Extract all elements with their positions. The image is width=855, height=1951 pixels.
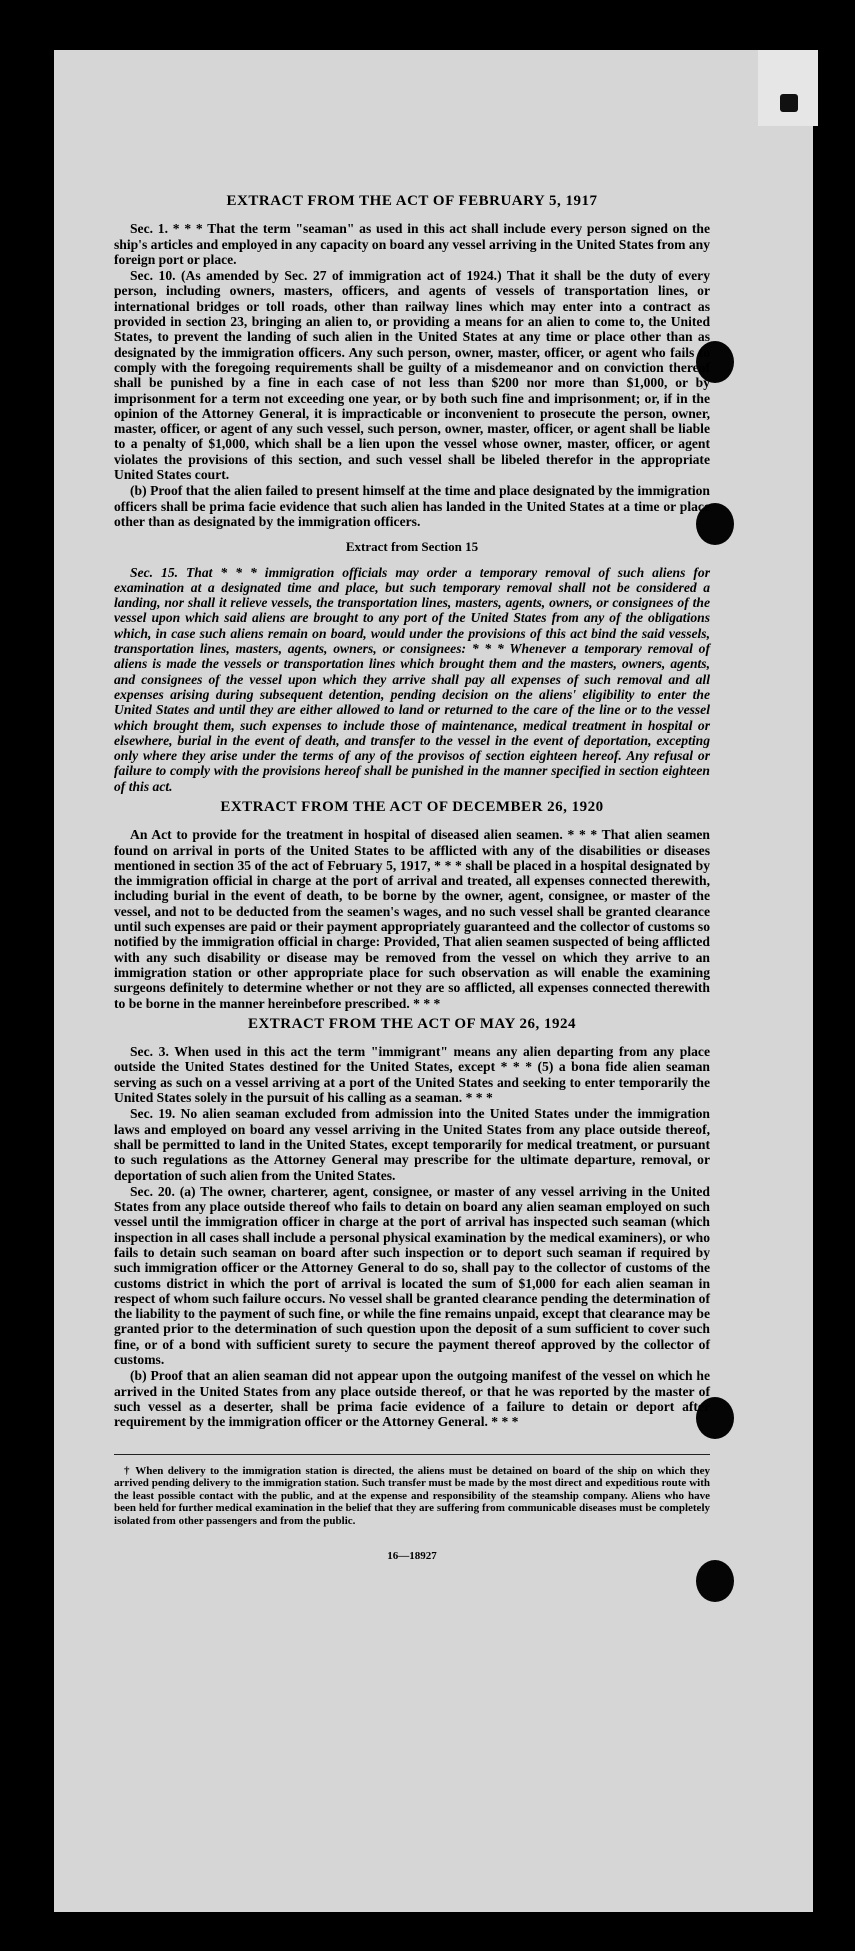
section-subheading: Extract from Section 15 [345,539,479,555]
section-heading: EXTRACT FROM THE ACT OF DECEMBER 26, 1920 [220,798,604,815]
paragraph: Sec. 1. * * * That the term "seaman" as used in this act shall include every person signed on the ship's articles and employed in any capacity on board any vessel arriving in the United States from any foreign port or place. [114,221,711,267]
ink-mark [780,94,798,112]
paragraph: An Act to provide for the treatment in hospital of diseased alien seamen. * * * That alien seamen found on arrival in ports of the United States to be afflicted with any of the disabilities or diseases mentioned in section 35 of the act of February 5, 1917, * * * shall be placed in a hospital designated by the immigration official in charge at the port of arrival and treated, all expenses connected therewith, including burial in the event of death, to be borne by the owner, agent, consignee, or master of the vessel, and not to be deducted from the seamen's wages, and no such vessel shall be granted clearance until such expenses are paid or their payment appropriately guaranteed and the collector of customs so notified by the immigration official in charge: Provided, That alien seamen suspected of being afflicted with any such disability or disease may be removed from the vessel on which they arrive to an immigration station or other appropriate place for such observation as will enable the examining surgeons definitely to determine whether or not they are so afflicted, all expenses connected therewith to be borne in the manner hereinbefore prescribed. * * * [114,827,710,1011]
section-heading: EXTRACT FROM THE ACT OF MAY 26, 1924 [247,1015,577,1032]
paragraph: (b) Proof that an alien seaman did not appear upon the outgoing manifest of the vessel on which he arrived in the United States from any place outside thereof, or that he was reported by the master of such vessel as a deserter, shall be prima facie evidence of a failure to detain or deport after requirement by the immigration officer or the Attorney General. * * * [114,1368,710,1430]
page-corner-fold [758,50,818,126]
paragraph: (b) Proof that the alien failed to present himself at the time and place designated by the immigration officers shall be prima facie evidence that such alien has landed in the United States at a time or place other than as designated by the immigration officers. [114,483,710,529]
print-code: 16—18927 [387,1550,437,1563]
paragraph: Sec. 10. (As amended by Sec. 27 of immigration act of 1924.) That it shall be the duty of every person, including owners, masters, officers, and agents of vessels of transportation lines, or international bridges or toll roads, other than railway lines which may enter into a contract as provided in section 23, bringing an alien to, or providing a means for an alien to come to, the United States, to prevent the landing of such alien in the United States at any time or place other than as designated by the immigration officers. Any such person, owner, master, officer, or agent who fails to comply with the foregoing requirements shall be guilty of a misdemeanor and on conviction thereof shall be punished by a fine in each case of not less than $200 nor more than $1,000, or by imprisonment for a term not exceeding one year, or by both such fine and imprisonment; or, if in the opinion of the Attorney General, it is impracticable or inconvenient to prosecute the person, owner, master, officer, or agent of any such vessel, such person, owner, master, officer, or agent shall be liable to a penalty of $1,000, which shall be a lien upon the vessel whose owner, master, officer, or agent violates the provisions of this section, and such vessel shall be libeled therefor in the appropriate United States court. [114,268,710,483]
document-text [114,188,710,1564]
paragraph: Sec. 3. When used in this act the term "immigrant" means any alien departing from any place outside the United States destined for the United States, except * * * (5) a bona fide alien seaman serving as such on a vessel arriving at a port of the United States and seeking to enter temporarily the United States solely in the pursuit of his calling as a seaman. * * * [114,1044,710,1106]
punch-hole [696,1560,734,1602]
section-heading: EXTRACT FROM THE ACT OF FEBRUARY 5, 1917 [226,193,598,209]
footnote-divider [114,1454,710,1455]
footnote: † When delivery to the immigration station is directed, the aliens must be detained on board of the ship on which they arrived pending delivery to the immigration station. Such transfer must be made by the most direct and expeditious route with the least possible contact with the public, and at the expense and responsibility of the steamship company. Aliens who have been held for further medical examination in the belief that they are suffering from communicable diseases must be completely isolated from other passengers and from the public. [114,1464,710,1527]
paragraph: Sec. 19. No alien seaman excluded from admission into the United States under the immigration laws and employed on board any vessel arriving in the United States from any place outside thereof, shall be permitted to land in the United States, except temporarily for medical treatment, or pursuant to such regulations as the Attorney General may prescribe for the ultimate departure, removal, or deportation of such alien from the United States. [114,1106,710,1183]
paragraph: Sec. 15. That * * * immigration officials may order a temporary removal of such aliens for examination at a designated time and place, but such temporary removal shall not be considered a landing, nor shall it relieve vessels, the transportation lines, masters, agents, owners, or consignees of the vessel upon which said aliens are brought to any port of the United States from any of the obligations which, in case such aliens remain on board, would under the provisions of this act bind the said vessels, transportation lines, masters, agents, owners, or consignees: * * * Whenever a temporary removal of aliens is made the vessels or transportation lines which brought them and the masters, owners, agents, and consignees of the vessel upon which they arrive shall pay all expenses of such removal and all expenses arising during subsequent detention, pending decision on the aliens' eligibility to enter the United States and until they are either allowed to land or returned to the care of the line or to the vessel which brought them, such expenses to include those of maintenance, medical treatment in hospital or elsewhere, burial in the event of death, and transfer to the vessel in the event of deportation, excepting only where they arise under the terms of any of the provisos of section eighteen hereof. Any refusal or failure to comply with the provisions hereof shall be punished in the manner specified in section eighteen of this act. [114,564,710,794]
paragraph: Sec. 20. (a) The owner, charterer, agent, consignee, or master of any vessel arriving in the United States from any place outside thereof who fails to detain on board any alien seaman employed on such vessel until the immigration officer in charge at the port of arrival has inspected such seaman (which inspection in all cases shall include a personal physical examination by the medical examiners), or who fails to detain such seaman on board after such inspection or to deport such seaman if required by such immigration officer or the Attorney General to do so, shall pay to the collector of customs of the customs district in which the port of arrival is located the sum of $1,000 for each alien seaman in respect of whom such failure occurs. No vessel shall be granted clearance pending the determination of the liability to the payment of such fine, or while the fine remains unpaid, except that clearance may be granted prior to the determination of such question upon the deposit of a sum sufficient to cover such fine, or of a bond with sufficient surety to secure the payment thereof approved by the collector of customs. [114,1183,710,1368]
